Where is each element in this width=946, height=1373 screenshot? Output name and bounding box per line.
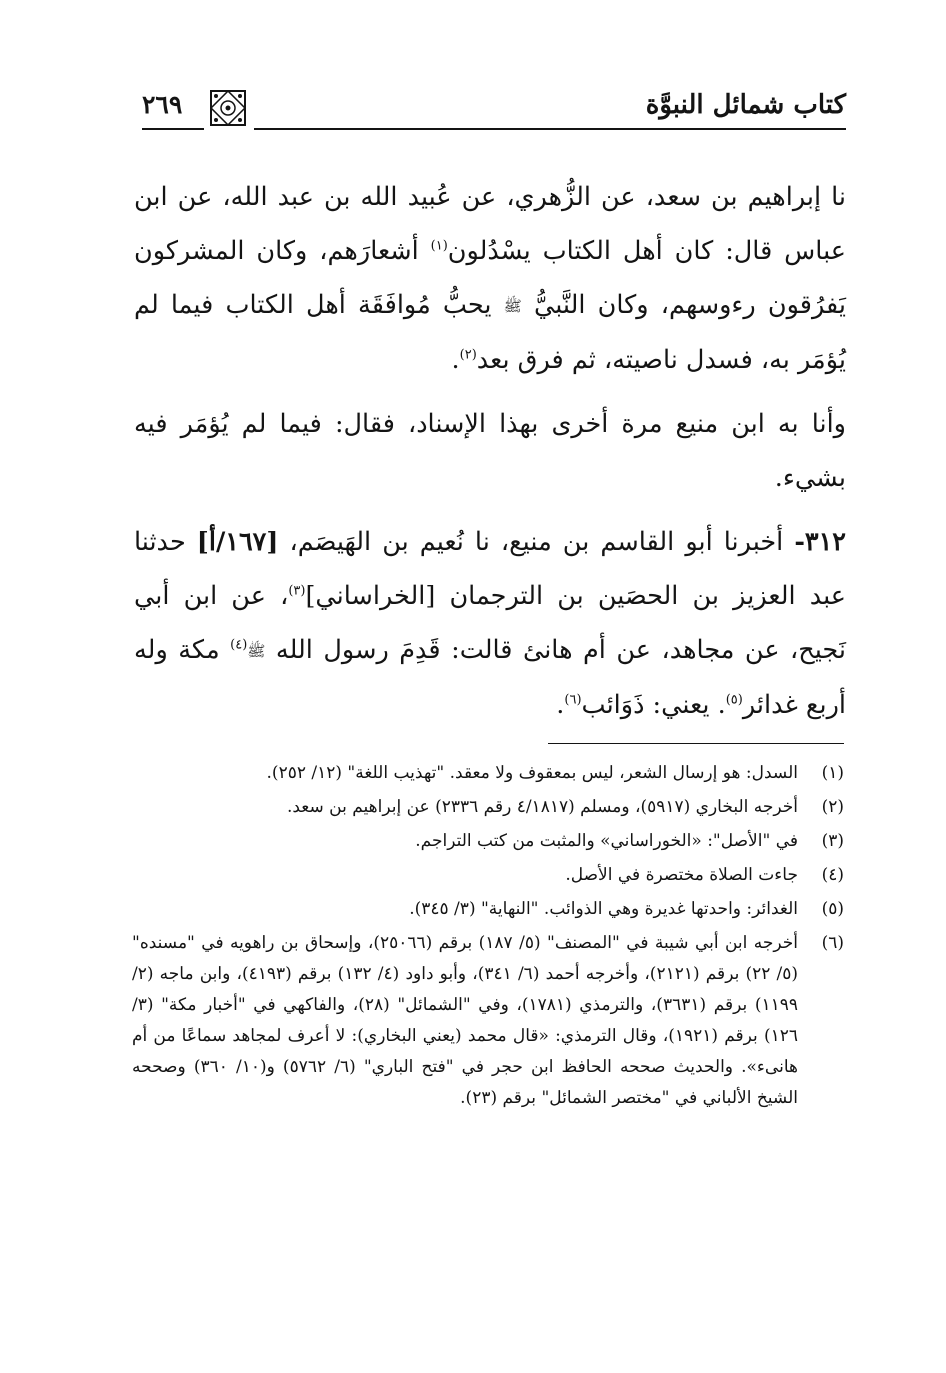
footnote-ref: (٤) <box>230 637 248 653</box>
header-rule <box>142 128 204 130</box>
text-run: مكة وله أربع غدائر <box>134 635 846 720</box>
paragraph <box>134 515 846 732</box>
footnote-separator <box>548 743 844 744</box>
footnote-text: في "الأصل": «الخوراساني» والمثبت من كتب التراجم. <box>415 831 798 851</box>
text-run: . يعني: ذَوَائب <box>581 690 726 720</box>
hadith-number: ٣١٢- <box>794 527 846 557</box>
header-rule <box>254 128 846 130</box>
running-header <box>130 88 846 130</box>
ornament-icon <box>208 88 248 128</box>
paragraph <box>134 170 846 387</box>
text-run: حدثنا عبد العزيز بن الحصَين بن الترجمان [الخراساني] <box>134 527 846 611</box>
footnote-number: (٥) <box>821 899 844 919</box>
footnote <box>132 860 844 891</box>
footnote-text: أخرجه البخاري (٥٩١٧)، ومسلم (٤/١٨١٧ رقم ٢٣٣٦) عن إبراهيم بن سعد. <box>286 797 798 817</box>
footnote-number: (٤) <box>821 865 844 885</box>
footnote-ref: (٢) <box>459 347 477 363</box>
page-number: ٢٦٩ <box>142 90 183 119</box>
footnote-number: (١) <box>821 763 844 783</box>
text-run: . <box>556 690 565 720</box>
footnote <box>132 894 844 925</box>
salawat-mark: ﷺ <box>247 642 266 660</box>
footnote <box>132 792 844 823</box>
footnote-text: السدل: هو إرسال الشعر، ليس بمعقوف ولا معقد. "تهذيب اللغة" (١٢/ ٢٥٢). <box>266 763 798 783</box>
text-run: ، عن ابن أبي نَجيح، عن مجاهد، عن أم هانئ قالت: قَدِمَ رسول الله <box>134 581 846 665</box>
footnote-ref: (٥) <box>725 692 743 708</box>
text-run: نا إبراهيم بن سعد، عن الزُّهري، عن عُبيد الله بن عبد الله، عن ابن عباس قال: كان أهل الكتاب يسْدُلون <box>134 182 846 266</box>
footnote <box>132 758 844 789</box>
footnote <box>132 928 844 1114</box>
text-run: أشعارَهم، وكان المشركون يَفرُقون رءوسهم، وكان النَّبيُّ <box>134 236 847 320</box>
footnote-number: (٣) <box>821 831 844 851</box>
footnote-text: الغدائر: واحدتها غديرة وهي الذوائب. "النهاية" (٣/ ٣٤٥). <box>409 899 798 919</box>
footnote-number: (٦) <box>821 933 844 953</box>
footnote-number: (٢) <box>821 797 844 817</box>
salawat-mark: ﷺ <box>503 297 522 315</box>
text-run: يحبُّ مُوافَقَة أهل الكتاب فيما لم يُؤمَر به، فسدل ناصيته، ثم فرق بعد <box>134 290 846 375</box>
footnote-text: جاءت الصلاة مختصرة في الأصل. <box>565 865 798 885</box>
main-text <box>134 170 846 742</box>
footnote-ref: (٣) <box>288 583 306 599</box>
text-run: . <box>451 345 460 375</box>
footnote-ref: (٦) <box>564 692 582 708</box>
footnote-text: أخرجه ابن أبي شيبة في "المصنف" (٥/ ١٨٧) برقم (٢٥٠٦٦)، وإسحاق بن راهويه في "مسنده" (٥/ ٢٢) برقم (٢١٢١)، وأخرجه أحمد (٦/ ٣٤١)، وأبو داود (٤/ ١٣٢) برقم (٤١٩٣)، وابن ماجه (٢/ ١١٩٩) برقم (٣٦٣١)، والترمذي (١٧٨١)، وفي "الشمائل" (٢٨)، والفاكهي في "أخبار مكة" (٣/ ١٢٦) برقم (١٩٢١)، وقال الترمذي: «قال محمد (يعني البخاري): لا أعرف لمجاهد سماعًا من أم هانىء». والحديث صححه الحافظ ابن حجر في "فتح الباري" (٦/ ٥٧٦٢) و(١٠/ ٣٦٠) وصححه الشيخ الألباني في "مختصر الشمائل" برقم (٢٣). <box>132 933 799 1108</box>
paragraph: وأنا به ابن منيع مرة أخرى بهذا الإسناد، فقال: فيما لم يُؤمَر فيه بشيء. <box>134 409 846 493</box>
text-run: أخبرنا أبو القاسم بن منيع، نا نُعيم بن الهَيصَم، <box>278 527 795 557</box>
book-title: كتاب شمائل النبوَّة <box>645 90 846 120</box>
footnote-ref: (١) <box>430 238 448 254</box>
footnotes <box>132 758 844 1117</box>
folio-marker: [١٦٧/أ] <box>196 527 279 557</box>
footnote <box>132 826 844 857</box>
